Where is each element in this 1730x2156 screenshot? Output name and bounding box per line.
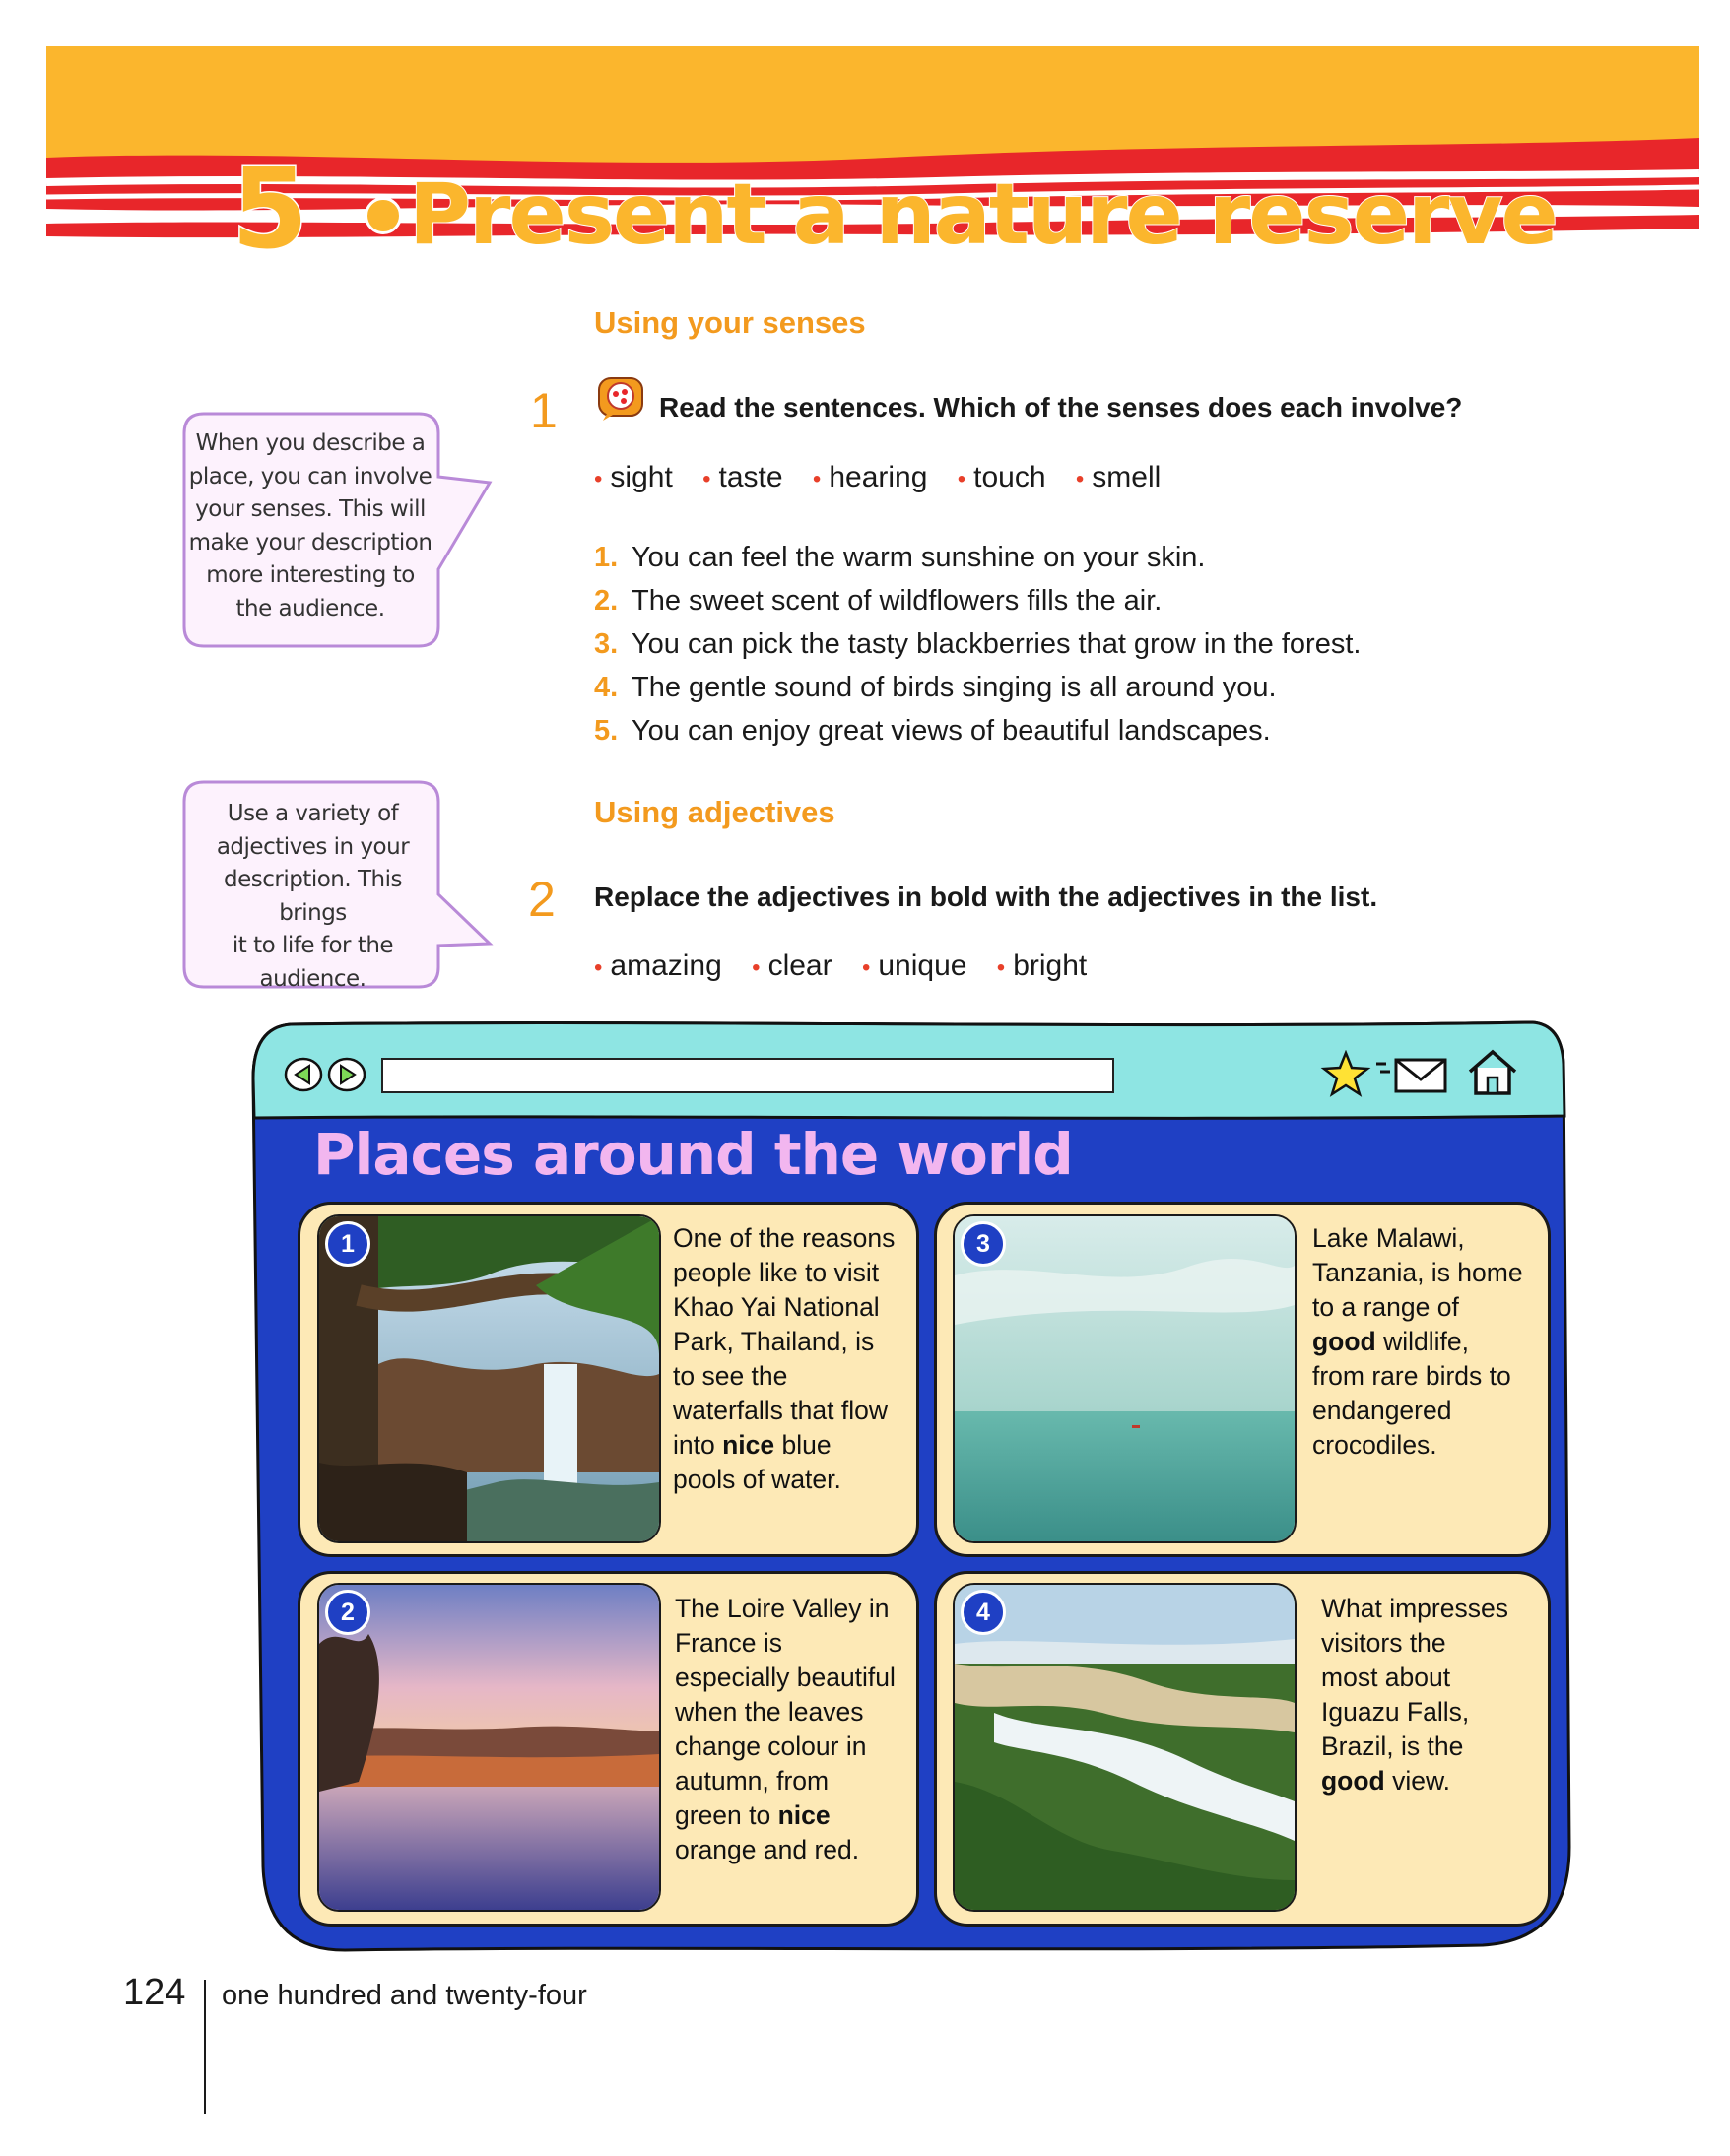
word-hearing: hearing: [829, 461, 928, 493]
bullet: •: [594, 954, 603, 981]
card-2-text: [675, 1592, 906, 1867]
chapter-title: Present a nature reserve: [409, 165, 1557, 264]
list-item: [594, 579, 1361, 622]
bullet: •: [957, 466, 966, 492]
tip-1-text: [187, 427, 433, 625]
sentence-list: [594, 536, 1361, 752]
item-text: You can feel the warm sunshine on your skin.: [632, 542, 1206, 573]
word-touch: touch: [973, 461, 1046, 493]
word-taste: taste: [718, 461, 783, 493]
word-smell: smell: [1092, 461, 1162, 493]
photo-loire-valley: [317, 1583, 661, 1912]
exercise-2-instruction: Replace the adjectives in bold with the adjectives in the list.: [594, 882, 1378, 912]
page-number-words: one hundred and twenty-four: [222, 1980, 587, 2011]
places-title: Places around the world: [313, 1121, 1073, 1188]
bullet: •: [861, 954, 871, 981]
text-line: autumn, from: [675, 1766, 830, 1796]
text-line: people like to visit: [673, 1258, 880, 1287]
adjectives-word-list: [594, 949, 1108, 983]
text-line: The Loire Valley in: [675, 1594, 890, 1623]
photo-iguazu-falls: [953, 1583, 1297, 1912]
item-number: 2.: [594, 585, 619, 617]
text-line: Khao Yai National: [673, 1292, 880, 1322]
text-line: waterfalls that flow: [673, 1396, 888, 1425]
item-text: The sweet scent of wildflowers fills the air.: [632, 585, 1163, 617]
tip-line: more interesting to: [206, 562, 415, 588]
text-line: visitors the: [1321, 1628, 1446, 1658]
list-item: [594, 666, 1361, 709]
item-number: 1.: [594, 542, 619, 573]
text-line: from rare birds to: [1312, 1361, 1511, 1391]
text-line: green to nice: [675, 1800, 831, 1830]
card-badge: 2: [325, 1590, 370, 1635]
item-number: 5.: [594, 715, 619, 747]
text-line: crocodiles.: [1312, 1430, 1437, 1460]
text-line: good wildlife,: [1312, 1327, 1470, 1356]
exercise-1-instruction: Read the sentences. Which of the senses does each involve?: [659, 392, 1463, 423]
bold-adjective: nice: [777, 1800, 831, 1830]
item-number: 4.: [594, 672, 619, 703]
photo-khao-yai-waterfall: [317, 1214, 661, 1543]
item-text: The gentle sound of birds singing is all around you.: [632, 672, 1277, 703]
text-line: What impresses: [1321, 1594, 1508, 1623]
mail-icon[interactable]: [1374, 1052, 1451, 1095]
text-line: change colour in: [675, 1731, 867, 1761]
tip-line: description. This brings: [223, 867, 402, 926]
tip-line: Use a variety of: [227, 801, 399, 826]
star-icon[interactable]: [1320, 1050, 1371, 1097]
tip-line: your senses. This will: [195, 496, 426, 522]
senses-word-list: [594, 461, 1182, 494]
text-line: Brazil, is the: [1321, 1731, 1464, 1761]
page-number: 124: [123, 1972, 186, 2013]
text-line: pools of water.: [673, 1465, 841, 1494]
list-item: [594, 536, 1361, 579]
text-line: endangered: [1312, 1396, 1452, 1425]
text-line: orange and red.: [675, 1835, 860, 1864]
word-amazing: amazing: [610, 949, 722, 982]
card-3-text: [1312, 1221, 1539, 1463]
forward-arrow-icon[interactable]: [327, 1057, 366, 1092]
text-line: to a range of: [1312, 1292, 1459, 1322]
footer-divider: [204, 1980, 206, 2114]
bullet: •: [812, 466, 822, 492]
tip-line: it to life for the: [232, 933, 394, 958]
bullet: •: [594, 466, 603, 492]
text-line: Tanzania, is home: [1312, 1258, 1523, 1287]
section-heading-adjectives: Using adjectives: [594, 795, 835, 829]
tip-line: make your description: [188, 529, 432, 555]
exercise-number-2: 2: [528, 872, 556, 927]
section-heading-senses: Using your senses: [594, 305, 866, 340]
home-icon[interactable]: [1466, 1048, 1519, 1097]
tip-line: adjectives in your: [216, 833, 410, 860]
word-bright: bright: [1013, 949, 1088, 982]
tip-line: When you describe a: [195, 430, 426, 456]
tip-line: the audience.: [235, 595, 385, 621]
bullet: •: [702, 466, 711, 492]
bullet: •: [996, 954, 1006, 981]
chapter-number: 5: [232, 146, 306, 274]
exercise-number-1: 1: [530, 383, 558, 438]
text-line: into nice blue: [673, 1430, 832, 1460]
card-1-text: [673, 1221, 904, 1497]
text-line: especially beautiful: [675, 1663, 896, 1692]
bold-adjective: nice: [722, 1430, 775, 1460]
tip-2-text: [187, 798, 438, 996]
list-item: [594, 709, 1361, 752]
text-line: One of the reasons: [673, 1223, 896, 1253]
text-line: Park, Thailand, is: [673, 1327, 875, 1356]
tip-line: audience.: [259, 965, 366, 992]
text-line: Iguazu Falls,: [1321, 1697, 1470, 1727]
word-unique: unique: [878, 949, 967, 982]
back-arrow-icon[interactable]: [284, 1057, 323, 1092]
text-line: Lake Malawi,: [1312, 1223, 1465, 1253]
address-bar[interactable]: [381, 1058, 1114, 1093]
bold-adjective: good: [1312, 1327, 1376, 1356]
item-number: 3.: [594, 628, 619, 660]
card-badge: 1: [325, 1221, 370, 1267]
list-item: [594, 622, 1361, 666]
bullet: •: [1075, 466, 1085, 492]
text-line: good view.: [1321, 1766, 1451, 1796]
item-text: You can enjoy great views of beautiful landscapes.: [632, 715, 1271, 747]
text-line: France is: [675, 1628, 782, 1658]
text-line: most about: [1321, 1663, 1451, 1692]
card-badge: 3: [961, 1221, 1006, 1267]
card-4-text: [1321, 1592, 1538, 1798]
bold-adjective: good: [1321, 1766, 1385, 1796]
text-line: when the leaves: [675, 1697, 864, 1727]
word-clear: clear: [767, 949, 832, 982]
text-line: to see the: [673, 1361, 788, 1391]
tip-line: place, you can involve: [188, 463, 432, 490]
item-text: You can pick the tasty blackberries that grow in the forest.: [632, 628, 1362, 660]
chapter-separator-dot: [365, 197, 402, 234]
bullet: •: [752, 954, 761, 981]
photo-lake-malawi: [953, 1214, 1297, 1543]
speaking-activity-icon: [597, 374, 648, 422]
card-badge: 4: [961, 1590, 1006, 1635]
word-sight: sight: [610, 461, 673, 493]
